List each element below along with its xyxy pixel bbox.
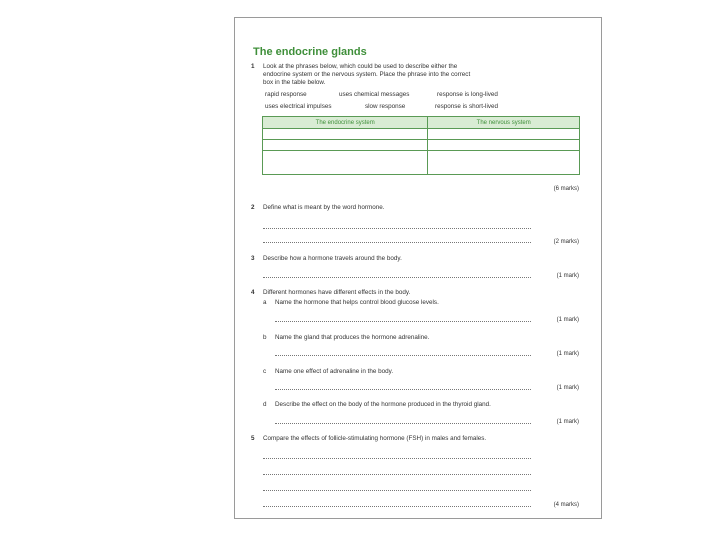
- answer-line[interactable]: [263, 242, 531, 243]
- answer-line[interactable]: [263, 277, 531, 278]
- answer-line[interactable]: [263, 458, 531, 459]
- question-2-number: 2: [251, 204, 255, 211]
- worksheet-title: The endocrine glands: [253, 46, 367, 58]
- worksheet-page: [234, 17, 602, 519]
- question-4b-label: b: [263, 334, 267, 341]
- answer-line[interactable]: [263, 474, 531, 475]
- phrase-uses-chemical-messages: uses chemical messages: [339, 91, 410, 98]
- table-cell[interactable]: [428, 151, 580, 175]
- question-4a-marks: (1 mark): [556, 317, 579, 323]
- table-cell[interactable]: [428, 129, 580, 140]
- table-header-nervous: The nervous system: [428, 117, 580, 129]
- table-cell[interactable]: [263, 140, 428, 151]
- question-5-number: 5: [251, 435, 255, 442]
- answer-line[interactable]: [263, 490, 531, 491]
- answer-line[interactable]: [275, 321, 531, 322]
- question-1-number: 1: [251, 63, 255, 70]
- question-2-marks: (2 marks): [553, 239, 579, 245]
- phrase-slow-response: slow response: [365, 103, 406, 110]
- question-4-number: 4: [251, 289, 255, 296]
- question-4a-text: Name the hormone that helps control blood glucose levels.: [275, 299, 439, 306]
- question-1-line-3: box in the table below.: [263, 79, 326, 86]
- question-4b-text: Name the gland that produces the hormone adrenaline.: [275, 334, 430, 341]
- answer-line[interactable]: [263, 506, 531, 507]
- question-5-marks: (4 marks): [553, 502, 579, 508]
- table-cell[interactable]: [263, 129, 428, 140]
- phrase-response-short-lived: response is short-lived: [435, 103, 498, 110]
- question-3-marks: (1 mark): [556, 273, 579, 279]
- phrase-rapid-response: rapid response: [265, 91, 307, 98]
- question-4c-marks: (1 mark): [556, 385, 579, 391]
- answer-line[interactable]: [275, 423, 531, 424]
- question-4b-marks: (1 mark): [556, 351, 579, 357]
- question-4c-label: c: [263, 368, 267, 375]
- answer-table: [262, 116, 580, 175]
- table-header-endocrine: The endocrine system: [263, 117, 428, 129]
- question-4d-label: d: [263, 401, 267, 408]
- answer-line[interactable]: [275, 355, 531, 356]
- question-4d-marks: (1 mark): [556, 419, 579, 425]
- phrase-uses-electrical-impulses: uses electrical impulses: [265, 103, 332, 110]
- question-1-line-2: endocrine system or the nervous system. Place the phrase into the correct: [263, 71, 471, 78]
- question-5-text: Compare the effects of follicle-stimulating hormone (FSH) in males and females.: [263, 435, 487, 442]
- phrase-response-long-lived: response is long-lived: [437, 91, 498, 98]
- question-1-line-1: Look at the phrases below, which could be used to describe either the: [263, 63, 458, 70]
- question-4-text: Different hormones have different effects in the body.: [263, 289, 411, 296]
- answer-line[interactable]: [275, 389, 531, 390]
- question-2-text: Define what is meant by the word hormone.: [263, 204, 385, 211]
- question-3-number: 3: [251, 255, 255, 262]
- question-4d-text: Describe the effect on the body of the hormone produced in the thyroid gland.: [275, 401, 491, 408]
- answer-line[interactable]: [263, 228, 531, 229]
- table-cell[interactable]: [263, 151, 428, 175]
- table-cell[interactable]: [428, 140, 580, 151]
- question-4c-text: Name one effect of adrenaline in the body.: [275, 368, 394, 375]
- question-3-text: Describe how a hormone travels around the body.: [263, 255, 402, 262]
- question-1-marks: (6 marks): [553, 186, 579, 192]
- question-4a-label: a: [263, 299, 267, 306]
